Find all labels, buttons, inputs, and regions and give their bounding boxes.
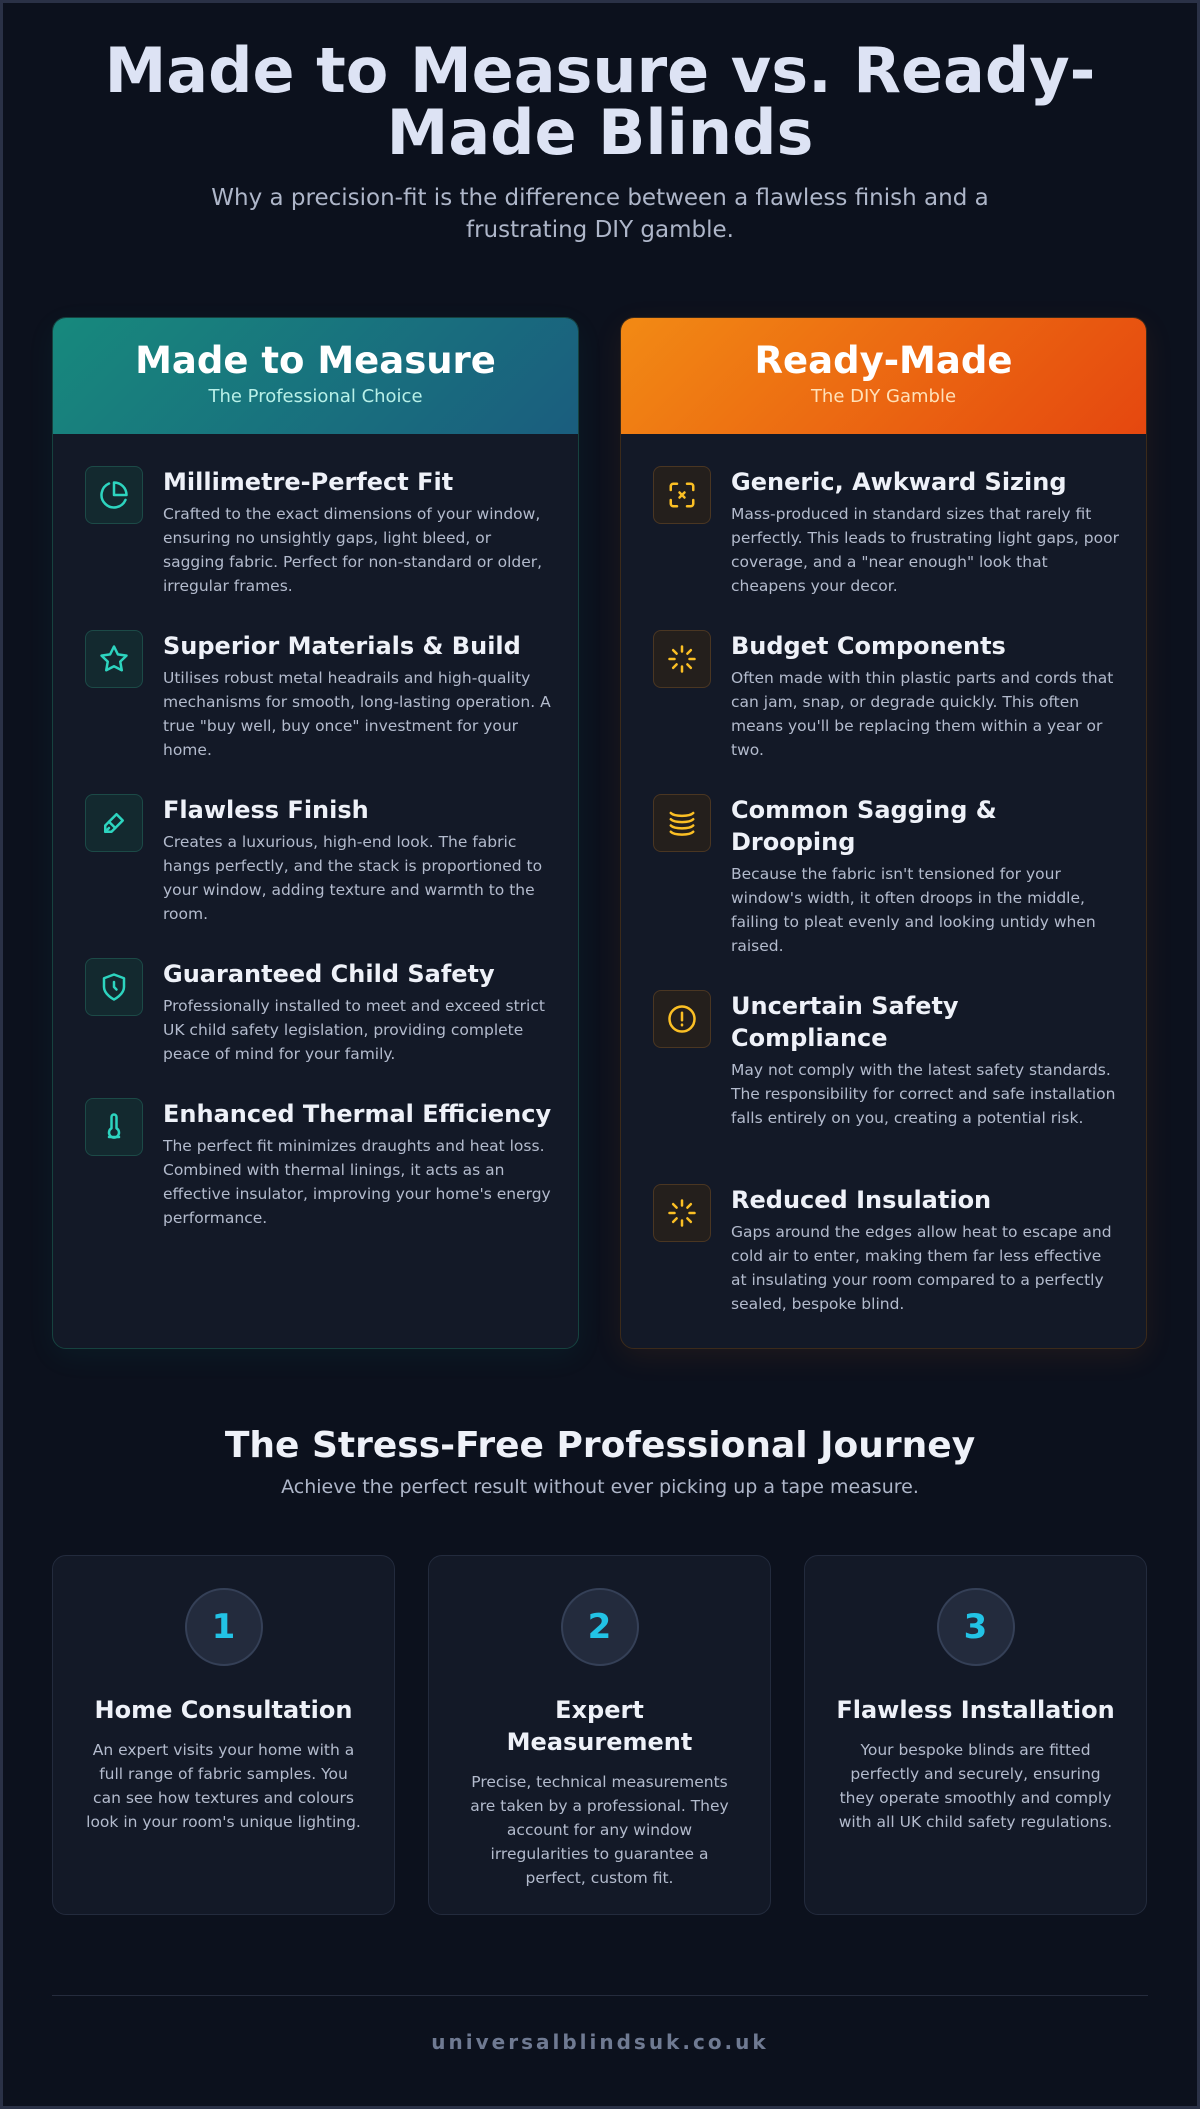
step-title: Flawless Installation bbox=[836, 1696, 1115, 1724]
journey-step-card bbox=[428, 1555, 771, 1915]
page-subtitle: Why a precision-fit is the difference between a flawless finish and a frustrating DIY gamble. bbox=[211, 185, 989, 243]
feature-description: Professionally installed to meet and exceed strict UK child safety legislation, providing complete peace of mind for your family. bbox=[163, 997, 545, 1063]
step-title: Expert Measurement bbox=[506, 1696, 693, 1756]
drawback-title: Budget Components bbox=[731, 632, 1006, 660]
made-to-measure-title: Made to Measure bbox=[135, 339, 496, 382]
feature-description: The perfect fit minimizes draughts and heat loss. Combined with thermal linings, it acts as an effective insulator, improving your home's energy performance. bbox=[163, 1137, 551, 1227]
step-description: Precise, technical measurements are taken by a professional. They account for any window irregularities to guarantee a perfect, custom fit. bbox=[470, 1773, 729, 1887]
step-description: An expert visits your home with a full range of fabric samples. You can see how textures and colours look in your room's unique lighting. bbox=[86, 1741, 361, 1831]
made-to-measure-subtitle: The Professional Choice bbox=[208, 386, 423, 407]
footer-site-link[interactable]: universalblindsuk.co.uk bbox=[431, 2030, 769, 2054]
journey-step-card bbox=[804, 1555, 1147, 1915]
feature-title: Enhanced Thermal Efficiency bbox=[163, 1100, 552, 1128]
star-icon bbox=[85, 630, 143, 688]
step-number-badge: 2 bbox=[561, 1588, 639, 1666]
thermometer-icon bbox=[85, 1098, 143, 1156]
feature-title: Millimetre-Perfect Fit bbox=[163, 468, 454, 496]
drawback-title: Common Sagging & Drooping bbox=[731, 796, 997, 856]
feature-title: Superior Materials & Build bbox=[163, 632, 521, 660]
shield-icon bbox=[85, 958, 143, 1016]
step-title: Home Consultation bbox=[94, 1696, 353, 1724]
drawback-description: Because the fabric isn't tensioned for your window's width, it often droops in the middle, failing to pleat evenly and looking untidy when raised. bbox=[731, 865, 1096, 955]
drawback-description: Mass-produced in standard sizes that rarely fit perfectly. This leads to frustrating light gaps, poor coverage, and a "near enough" look that cheapens your decor. bbox=[731, 505, 1119, 595]
drawback-description: Often made with thin plastic parts and cords that can jam, snap, or degrade quickly. This often means you'll be replacing them within a year or two. bbox=[731, 669, 1114, 759]
step-number-badge: 1 bbox=[185, 1588, 263, 1666]
page-title: Made to Measure vs. Ready-Made Blinds bbox=[104, 34, 1096, 169]
drawback-title: Reduced Insulation bbox=[731, 1186, 992, 1214]
paint-brush-icon bbox=[85, 794, 143, 852]
journey-title: The Stress-Free Professional Journey bbox=[224, 1425, 976, 1466]
feature-description: Crafted to the exact dimensions of your window, ensuring no unsightly gaps, light bleed, or sagging fabric. Perfect for non-standard or older, irregular frames. bbox=[163, 505, 543, 595]
pie-chart-icon bbox=[85, 466, 143, 524]
step-description: Your bespoke blinds are fitted perfectly and securely, ensuring they operate smoothly and comply with all UK child safety regulations. bbox=[838, 1741, 1113, 1831]
loader-icon bbox=[653, 630, 711, 688]
drawback-title: Uncertain Safety Compliance bbox=[731, 992, 959, 1052]
journey-subtitle: Achieve the perfect result without ever picking up a tape measure. bbox=[281, 1476, 919, 1498]
drawback-title: Generic, Awkward Sizing bbox=[731, 468, 1067, 496]
ready-made-subtitle: The DIY Gamble bbox=[810, 386, 957, 407]
drawback-description: May not comply with the latest safety standards. The responsibility for correct and safe installation falls entirely on you, creating a potential risk. bbox=[731, 1061, 1116, 1127]
feature-description: Creates a luxurious, high-end look. The fabric hangs perfectly, and the stack is proportioned to your window, adding texture and warmth to the room. bbox=[163, 833, 543, 923]
journey-step-card bbox=[52, 1555, 395, 1915]
scan-focus-icon bbox=[653, 466, 711, 524]
ready-made-card bbox=[620, 317, 1147, 1349]
drawback-description: Gaps around the edges allow heat to escape and cold air to enter, making them far less effective at insulating your room compared to a perfectly sealed, bespoke blind. bbox=[731, 1223, 1112, 1313]
journey-section bbox=[0, 1425, 1200, 1498]
page-header bbox=[0, 34, 1200, 246]
feature-title: Guaranteed Child Safety bbox=[163, 960, 495, 988]
ready-made-header bbox=[621, 318, 1146, 434]
ready-made-title: Ready-Made bbox=[754, 339, 1013, 382]
made-to-measure-header bbox=[53, 318, 578, 434]
step-number-badge: 3 bbox=[937, 1588, 1015, 1666]
feature-title: Flawless Finish bbox=[163, 796, 369, 824]
footer-divider bbox=[52, 1995, 1148, 1996]
feature-description: Utilises robust metal headrails and high-quality mechanisms for smooth, long-lasting operation. A true "buy well, buy once" investment for your home. bbox=[163, 669, 551, 759]
waves-icon bbox=[653, 794, 711, 852]
loader-icon bbox=[653, 1184, 711, 1242]
made-to-measure-card bbox=[52, 317, 579, 1349]
alert-circle-icon bbox=[653, 990, 711, 1048]
